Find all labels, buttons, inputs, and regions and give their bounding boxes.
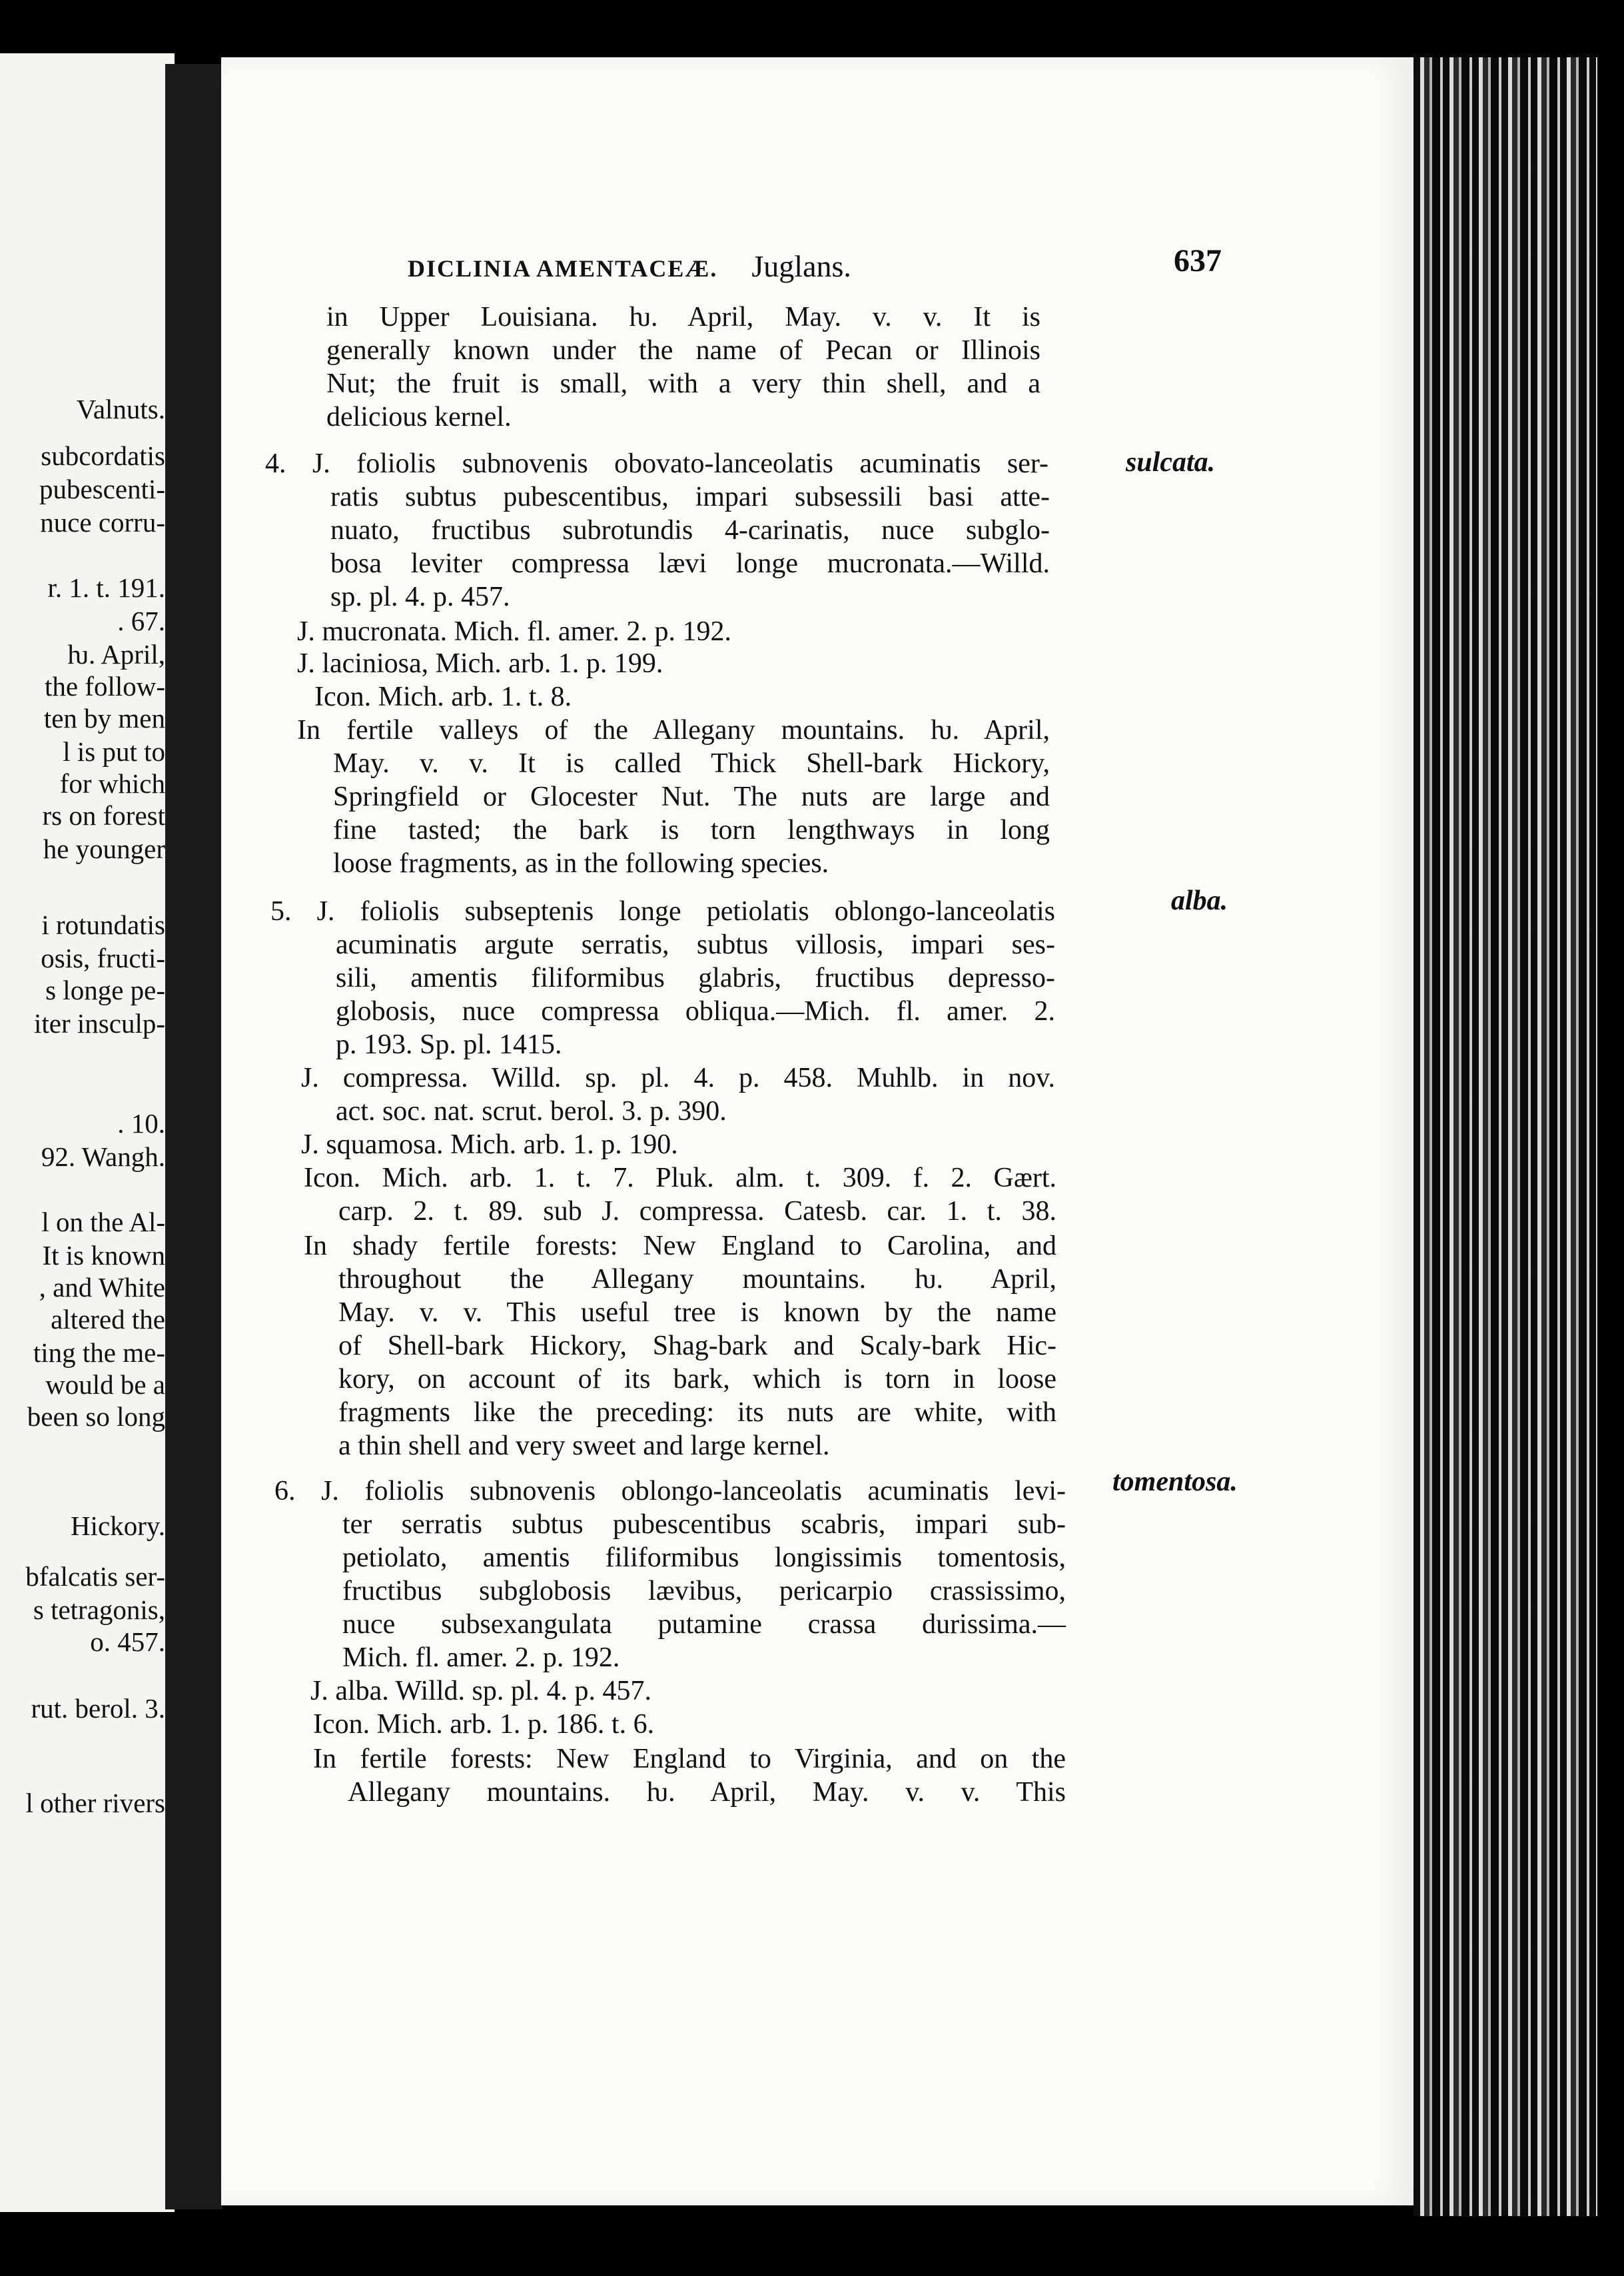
text-line: ter serratis subtus pubescentibus scabris, impari sub- [342,1509,1066,1540]
text-line: p. 193. Sp. pl. 1415. [336,1029,562,1060]
left-page-fragment: rut. berol. 3. [31,1693,165,1724]
text-line: In shady fertile forests: New England to Carolina, and [304,1231,1056,1261]
text-line: Icon. Mich. arb. 1. t. 7. Pluk. alm. t. 309. f. 2. Gært. [304,1163,1056,1193]
text-line: delicious kernel. [326,402,512,432]
left-page-fragment: osis, fructi- [41,943,165,973]
margin-name-sulcata: sulcata. [1126,447,1216,478]
text-line: 5. J. foliolis subseptenis longe petiolatis oblongo-lanceolatis [270,896,1055,927]
text-line: In fertile forests: New England to Virginia, and on the [313,1744,1066,1774]
margin-name-alba: alba. [1171,885,1228,916]
text-line: J. compressa. Willd. sp. pl. 4. p. 458. Muhlb. in nov. [301,1063,1055,1093]
left-page-fragment: subcordatis [41,440,165,471]
text-line: J. mucronata. Mich. fl. amer. 2. p. 192. [297,616,732,647]
text-line: fructibus subglobosis lævibus, pericarpio crassissimo, [342,1576,1066,1606]
left-page-fragment: . 10. [117,1108,165,1139]
text-line: bosa leviter compressa lævi longe mucronata.—Willd. [330,548,1050,579]
left-page-fragment: iter insculp- [34,1008,165,1039]
text-line: nuato, fructibus subrotundis 4-carinatis, nuce subglo- [330,515,1050,546]
left-page-fragment: rs on forest [42,800,165,831]
text-line: globosis, nuce compressa obliqua.—Mich. fl. amer. 2. [336,996,1055,1027]
text-line: 6. J. foliolis subnovenis oblongo-lanceolatis acuminatis levi- [274,1476,1066,1506]
text-line: Icon. Mich. arb. 1. p. 186. t. 6. [313,1709,655,1740]
left-page-fragment: l is put to [63,736,165,767]
left-page-fragment: bfalcatis ser- [25,1561,165,1592]
text-line: in Upper Louisiana. ƕ. April, May. v. v. It is [326,302,1040,332]
left-page-fragment: nuce corru- [40,507,165,538]
text-line: of Shell-bark Hickory, Shag-bark and Scaly-bark Hic- [338,1331,1056,1361]
margin-name-tomentosa: tomentosa. [1112,1466,1238,1497]
page-number: 637 [1174,243,1222,279]
left-page-fragment: , and White [39,1272,165,1303]
left-page-fragment: . 67. [117,606,165,636]
text-line: nuce subsexangulata putamine crassa durissima.— [342,1609,1066,1640]
left-page-fragment: Valnuts. [76,394,165,424]
text-line: 4. J. foliolis subnovenis obovato-lanceolatis acuminatis ser- [265,448,1048,479]
left-page-fragment: altered the [51,1304,165,1335]
left-page-fragment: ten by men [43,703,165,734]
text-line: throughout the Allegany mountains. ƕ. April, [338,1264,1056,1295]
left-page-fragment: he younger [43,834,165,864]
text-line: sp. pl. 4. p. 457. [330,582,510,612]
text-line: In fertile valleys of the Allegany mountains. ƕ. April, [297,715,1050,746]
text-line: carp. 2. t. 89. sub J. compressa. Catesb. car. 1. t. 38. [338,1196,1056,1227]
left-page-fragment: pubescenti- [39,474,165,504]
text-line: J. alba. Willd. sp. pl. 4. p. 457. [310,1676,652,1706]
text-line: a thin shell and very sweet and large kernel. [338,1430,830,1461]
text-line: sili, amentis filiformibus glabris, fructibus depresso- [336,963,1055,993]
left-page-fragment: It is known [42,1240,165,1271]
left-page-fragment: l on the Al- [41,1207,165,1237]
text-line: Springfield or Glocester Nut. The nuts are large and [333,782,1050,812]
header-genus: Juglans. [751,249,851,283]
text-line: petiolato, amentis filiformibus longissimis tomentosis, [342,1542,1066,1573]
left-page-fragment: 92. Wangh. [41,1141,165,1172]
left-page-fragment: ting the me- [33,1337,165,1368]
left-page-fragment: s tetragonis, [33,1594,165,1625]
text-line: loose fragments, as in the following species. [333,848,829,879]
text-line: J. squamosa. Mich. arb. 1. p. 190. [301,1129,678,1160]
left-page-fragment: the follow- [44,671,165,702]
text-line: Icon. Mich. arb. 1. t. 8. [314,682,572,712]
text-line: fragments like the preceding: its nuts are white, with [338,1397,1056,1428]
text-line: kory, on account of its bark, which is torn in loose [338,1364,1056,1395]
left-page-fragment: would be a [45,1369,165,1400]
text-line: acuminatis argute serratis, subtus villosis, impari ses- [336,929,1055,960]
left-page-fragment: s longe pe- [45,975,165,1005]
text-line: May. v. v. It is called Thick Shell-bark Hickory, [333,748,1050,779]
text-line: J. laciniosa, Mich. arb. 1. p. 199. [297,648,663,679]
left-page-fragment: l other rivers [25,1788,165,1818]
text-line: Mich. fl. amer. 2. p. 192. [342,1642,620,1673]
header-section: DICLINIA AMENTACEÆ. [408,255,718,282]
left-page-fragment: ƕ. April, [67,639,165,670]
left-page-fragment: Hickory. [71,1510,165,1541]
left-page-fragment: for which [59,768,165,799]
left-page-fragment: o. 457. [90,1626,165,1657]
text-line: May. v. v. This useful tree is known by the name [338,1297,1056,1328]
left-page-fragment: i rotundatis [41,909,165,940]
text-line: fine tasted; the bark is torn lengthways in long [333,815,1050,846]
text-line: generally known under the name of Pecan or Illinois [326,335,1040,366]
text-line: Allegany mountains. ƕ. April, May. v. v. This [348,1777,1066,1808]
text-line: ratis subtus pubescentibus, impari subsessili basi atte- [330,482,1050,512]
text-line: Nut; the fruit is small, with a very thin shell, and a [326,368,1040,399]
left-page-fragment: been so long [27,1401,165,1432]
text-line: act. soc. nat. scrut. berol. 3. p. 390. [336,1096,727,1127]
left-page-fragment: r. 1. t. 191. [47,572,165,603]
